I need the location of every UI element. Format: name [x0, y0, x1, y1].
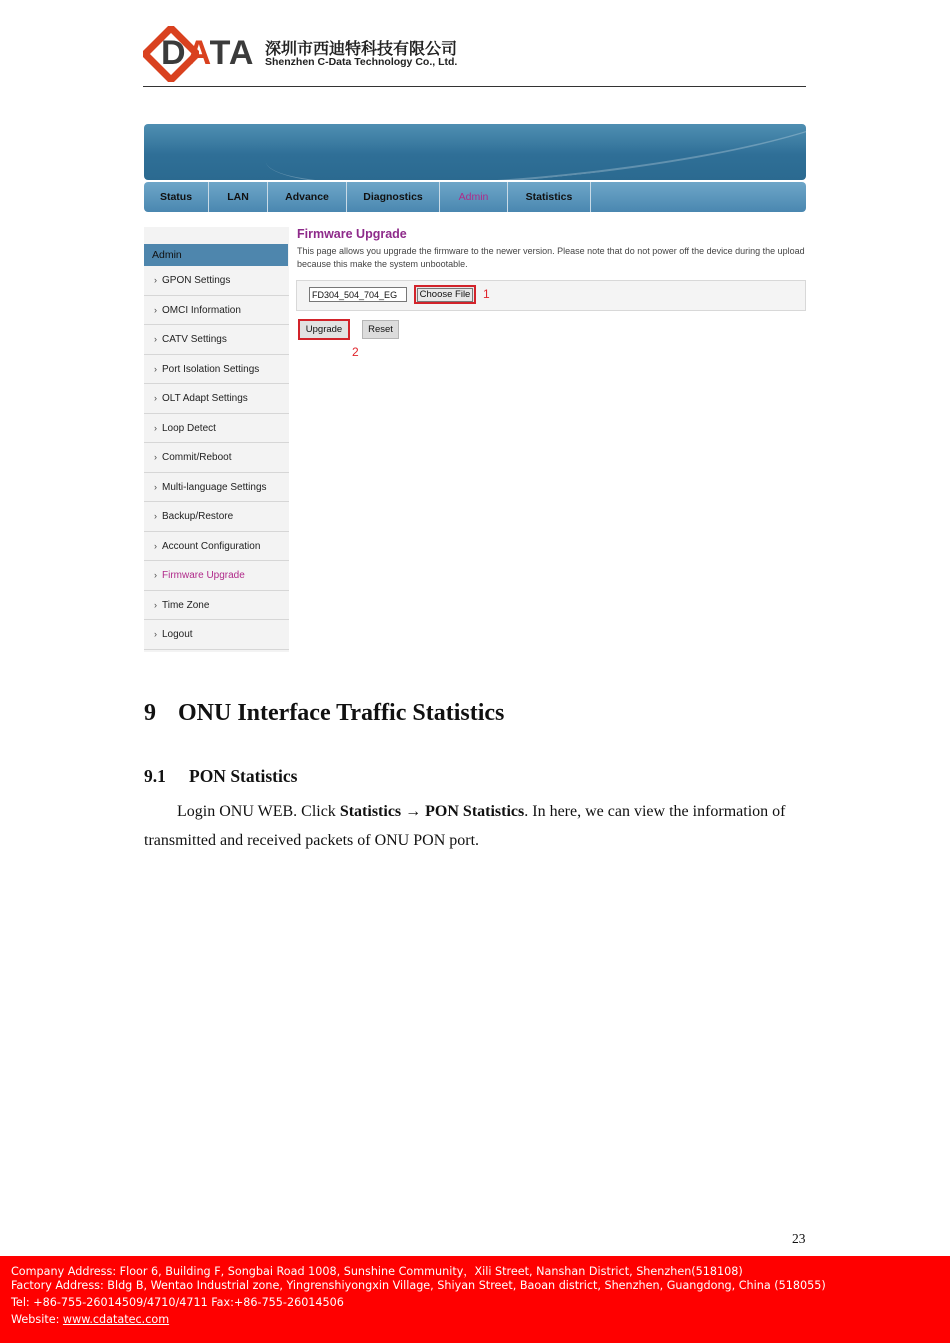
admin-sidebar: [144, 227, 289, 652]
nav-tab-admin[interactable]: Admin: [440, 182, 508, 212]
sidebar-item-account-configuration[interactable]: › Account Configuration: [144, 532, 289, 562]
subsection-heading: [144, 766, 297, 787]
footer-website: Website: www.cdatatec.com: [11, 1313, 170, 1326]
router-banner: [144, 124, 806, 180]
sidebar-item-backup-restore[interactable]: › Backup/Restore: [144, 502, 289, 532]
sidebar-item-multi-language[interactable]: › Multi-language Settings: [144, 473, 289, 503]
chevron-right-icon: ›: [154, 275, 157, 285]
page-footer: [0, 1256, 950, 1343]
menu-path-statistics: Statistics: [339, 803, 402, 820]
chevron-right-icon: ›: [154, 481, 157, 492]
nav-tab-lan[interactable]: LAN: [209, 182, 268, 212]
body-paragraph: Login ONU WEB. Click Statistics → PON Statistics. In here, we can view the information of transmitted and received packets of ONU PON port.: [144, 803, 786, 849]
chevron-right-icon: ›: [154, 363, 157, 374]
firmware-file-field[interactable]: FD304_504_704_EG: [309, 287, 407, 302]
chevron-right-icon: ›: [154, 393, 157, 403]
chevron-right-icon: ›: [154, 599, 157, 610]
section-number: 9: [144, 700, 156, 726]
sidebar-item-commit-reboot[interactable]: › Commit/Reboot: [144, 443, 289, 473]
chevron-right-icon: ›: [154, 511, 157, 521]
subsection-title: PON Statistics: [189, 766, 298, 786]
section-heading: [144, 700, 504, 727]
sidebar-item-olt-adapt[interactable]: › OLT Adapt Settings: [144, 384, 289, 414]
sidebar-menu: [144, 266, 289, 650]
sidebar-item-port-isolation[interactable]: › Port Isolation Settings: [144, 355, 289, 385]
firmware-description: This page allows you upgrade the firmware to the newer version. Please note that do not power off the device during the upload because this make the system unbootable.: [297, 246, 805, 269]
subsection-number: 9.1: [144, 766, 166, 786]
website-link[interactable]: www.cdatatec.com: [62, 1313, 170, 1326]
arrow-right-icon: →: [401, 803, 426, 820]
page-number: 23: [792, 1231, 806, 1246]
reset-button[interactable]: Reset: [362, 320, 399, 339]
logo-wordmark: DATA: [161, 34, 255, 72]
chevron-right-icon: ›: [154, 304, 157, 315]
sidebar-title: Admin: [144, 244, 288, 266]
chevron-right-icon: ›: [154, 540, 157, 551]
chevron-right-icon: ›: [154, 629, 157, 639]
nav-tab-status[interactable]: Status: [144, 182, 209, 212]
sidebar-item-loop-detect[interactable]: › Loop Detect: [144, 414, 289, 444]
chevron-right-icon: ›: [154, 334, 157, 344]
nav-tab-statistics[interactable]: Statistics: [508, 182, 591, 212]
step-marker-1: 1: [483, 287, 490, 301]
nav-tab-advance[interactable]: Advance: [268, 182, 347, 212]
menu-path-pon-statistics: PON Statistics: [425, 803, 525, 820]
chevron-right-icon: ›: [154, 452, 157, 462]
sidebar-item-catv-settings[interactable]: › CATV Settings: [144, 325, 289, 355]
header-divider: [143, 86, 806, 87]
section-title: ONU Interface Traffic Statistics: [178, 700, 505, 726]
sidebar-item-time-zone[interactable]: › Time Zone: [144, 591, 289, 621]
company-name-en: Shenzhen C-Data Technology Co., Ltd.: [265, 56, 458, 68]
router-top-nav: [144, 182, 806, 212]
sidebar-item-logout[interactable]: › Logout: [144, 620, 289, 650]
firmware-page-title: Firmware Upgrade: [297, 227, 407, 241]
nav-tab-diagnostics[interactable]: Diagnostics: [347, 182, 440, 212]
chevron-right-icon: ›: [154, 422, 157, 433]
footer-factory-address: Factory Address: Bldg B, Wentao Industrial zone, Yingrenshiyongxin Village, Shiyan Street, Baoan district, Shenzhen, Guangdong, China (518055): [11, 1279, 826, 1292]
chevron-right-icon: ›: [154, 570, 157, 580]
sidebar-item-omci-information[interactable]: › OMCI Information: [144, 296, 289, 326]
sidebar-item-gpon-settings[interactable]: › GPON Settings: [144, 266, 289, 296]
upgrade-button[interactable]: Upgrade: [298, 319, 350, 340]
footer-company-address: Company Address: Floor 6, Building F, Songbai Road 1008, Sunshine Community，Xili Street, Nanshan District, Shenzhen(518108): [11, 1265, 743, 1278]
company-logo: [143, 26, 473, 82]
footer-telephone: Tel: +86-755-26014509/4710/4711 Fax:+86-755-26014506: [11, 1296, 344, 1309]
step-marker-2: 2: [352, 345, 359, 359]
sidebar-item-firmware-upgrade[interactable]: › Firmware Upgrade: [144, 561, 289, 591]
company-name-cn: 深圳市西迪特科技有限公司: [265, 39, 458, 58]
choose-file-button[interactable]: Choose File: [414, 285, 476, 304]
